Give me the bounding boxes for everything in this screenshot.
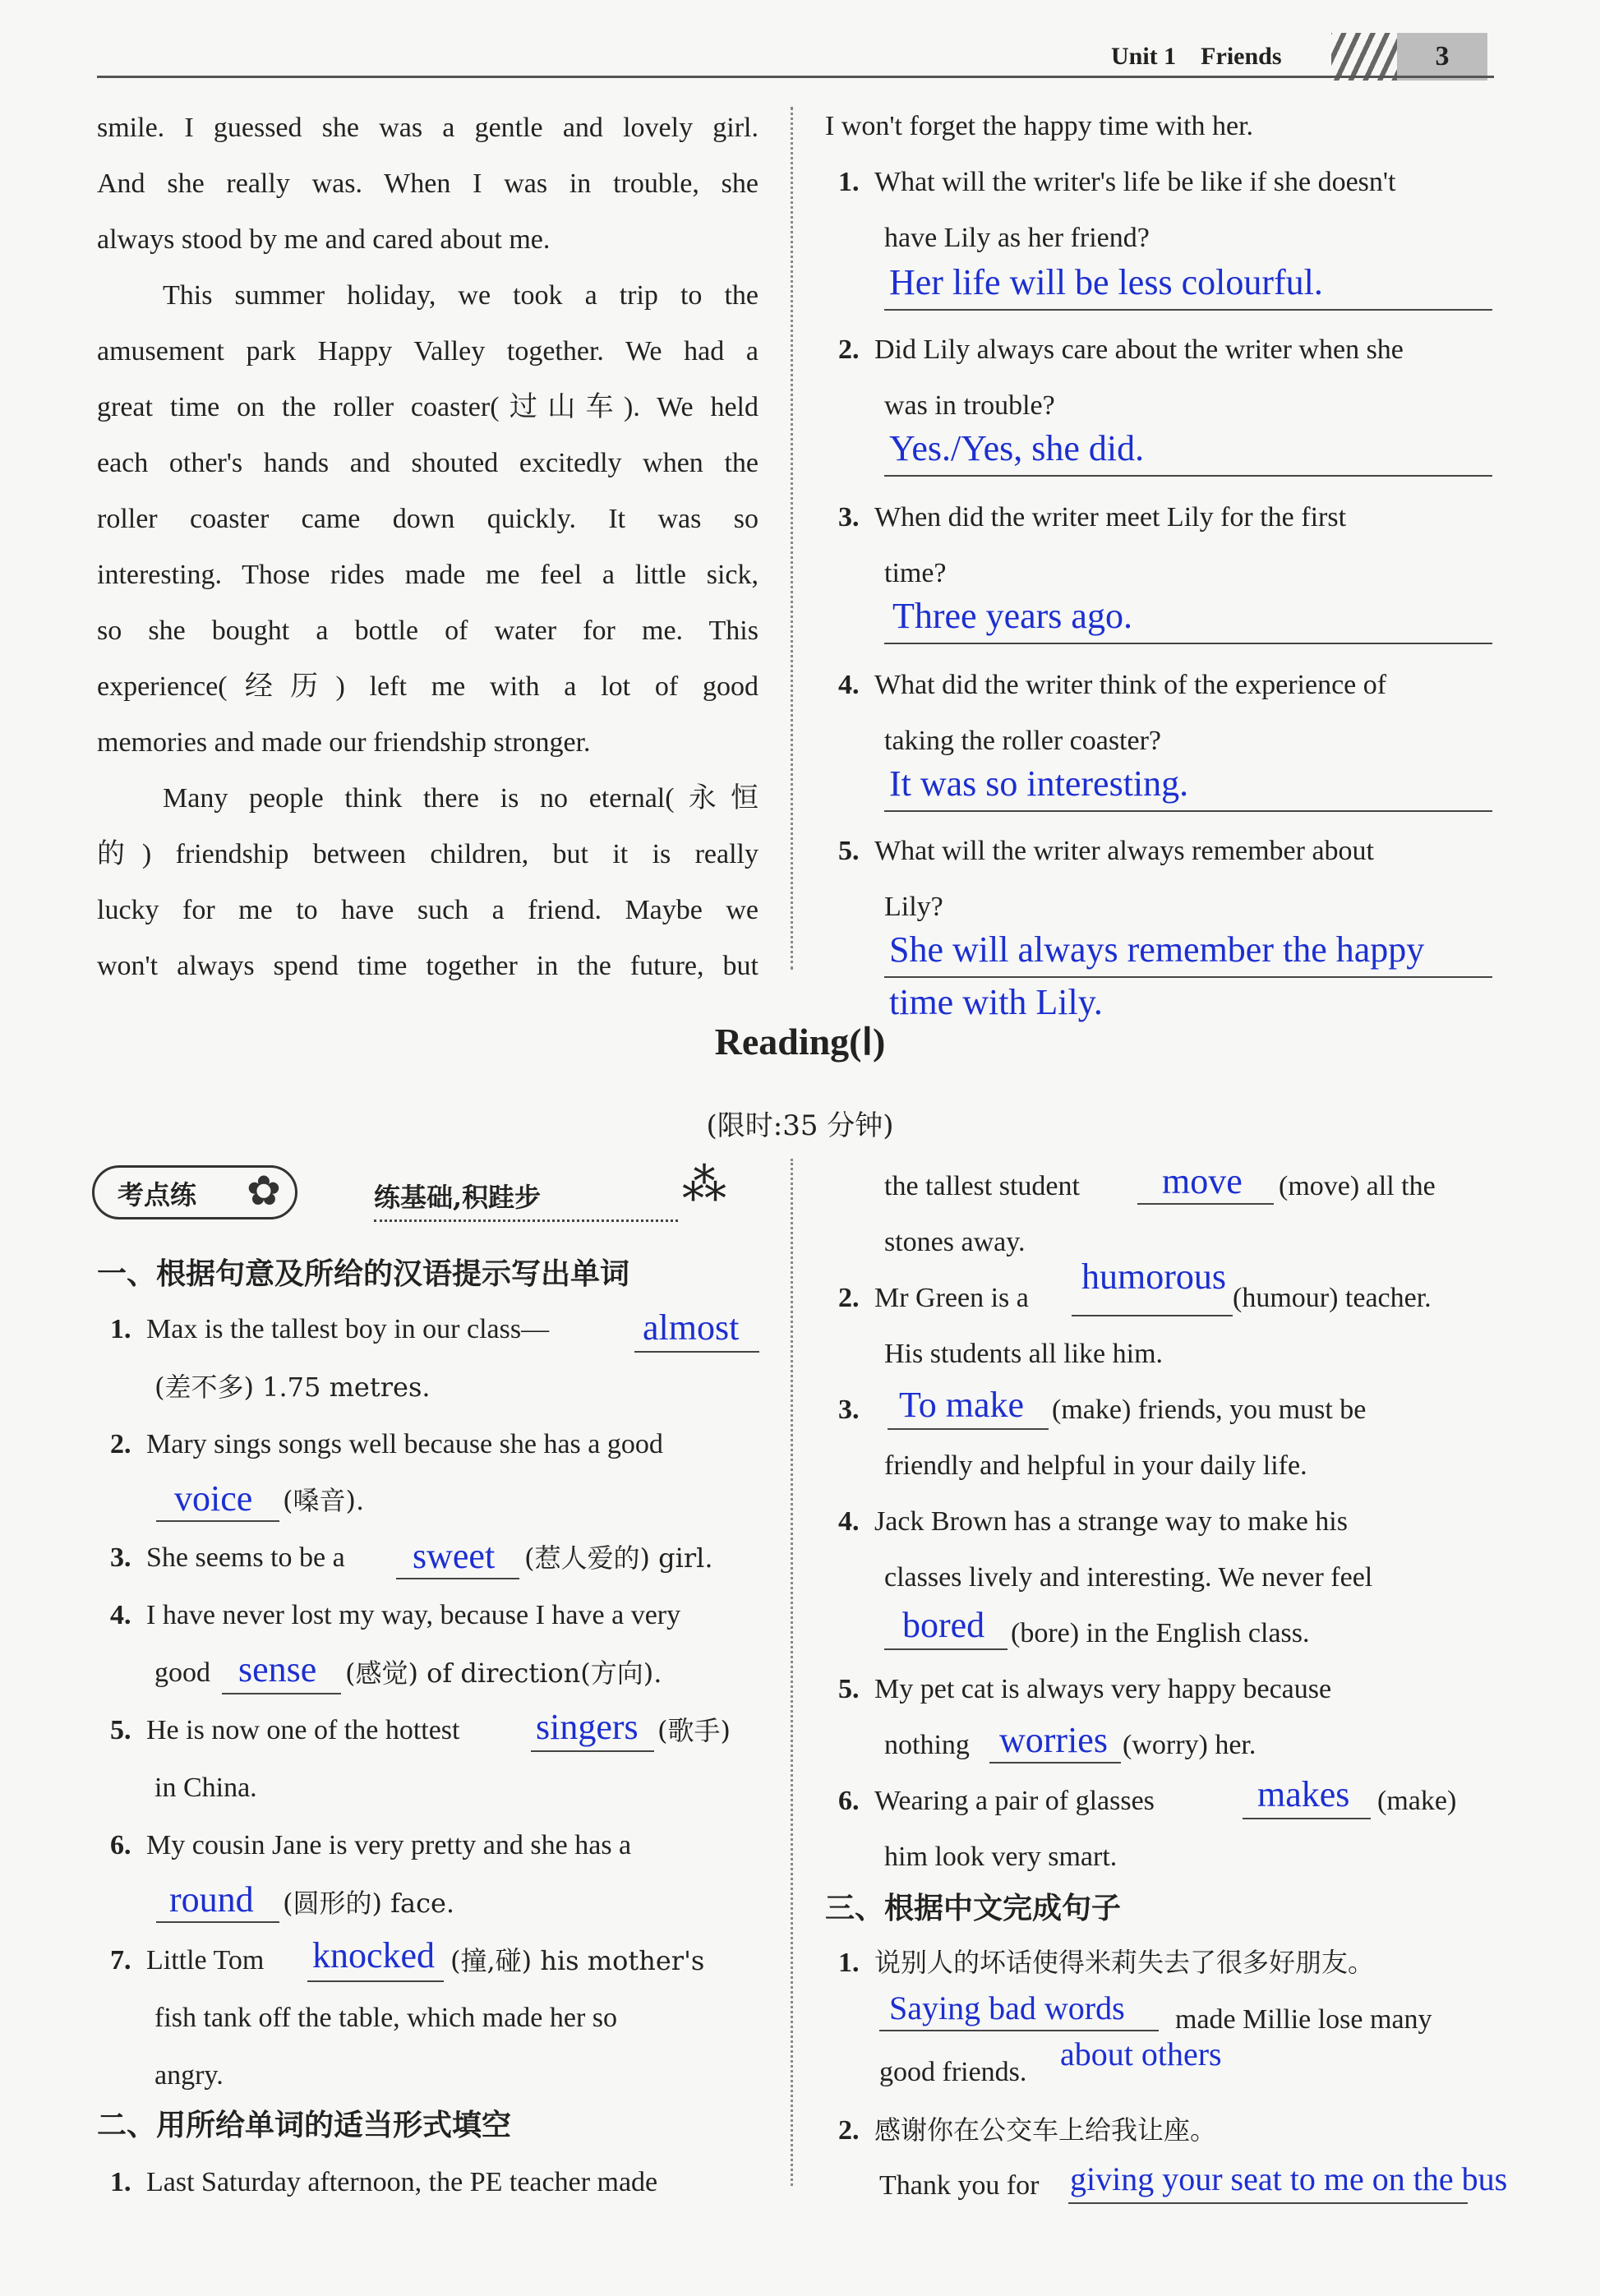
item-number: 2.	[110, 1429, 131, 1459]
passage-line: won't always spend time together in the future, but	[97, 951, 759, 981]
answer-text: humorous	[1081, 1256, 1226, 1297]
header-rule	[97, 76, 1494, 78]
answer-line	[1137, 1203, 1274, 1205]
item-text: good friends.	[879, 2057, 1027, 2087]
item-number: 4.	[838, 1506, 860, 1537]
item-text: stones away.	[884, 1227, 1026, 1257]
question-text: have Lily as her friend?	[884, 223, 1150, 253]
answer-text: about others	[1060, 2036, 1222, 2072]
answer-text: To make	[899, 1385, 1025, 1425]
item-number: 5.	[110, 1715, 131, 1745]
item-text: Thank you for	[879, 2170, 1040, 2201]
item-number: 6.	[838, 1786, 860, 1816]
passage-line: memories and made our friendship stronger.	[97, 727, 591, 758]
passage-line: smile. I guessed she was a gentle and lovely girl.	[97, 113, 759, 143]
item-text: the tallest student	[884, 1171, 1080, 1201]
item-text: (歌手)	[657, 1715, 731, 1746]
tag-kaodianlian: 考点练	[92, 1165, 297, 1219]
item-number: 6.	[110, 1830, 131, 1860]
question-number: 5.	[838, 836, 860, 866]
item-number: 1.	[110, 1314, 131, 1344]
item-number: 4.	[110, 1600, 131, 1630]
item-text: (make) friends, you must be	[1052, 1395, 1367, 1425]
answer-line	[531, 1750, 654, 1752]
question-number: 3.	[838, 502, 860, 533]
passage-line: experience(经历) left me with a lot of good	[97, 671, 759, 702]
answer-line	[884, 1648, 1007, 1650]
passage-line: lucky for me to have such a friend. Maybe we	[97, 895, 759, 925]
answer-text: time with Lily.	[889, 982, 1103, 1022]
passage-line: great time on the roller coaster(过山车). We held	[97, 392, 759, 422]
part3-heading: 三、根据中文完成句子	[825, 1892, 1122, 1925]
item-text: made Millie lose many	[1175, 2004, 1432, 2035]
item-text: Little Tom	[146, 1945, 265, 1976]
answer-line	[884, 643, 1492, 644]
answer-line	[156, 1921, 279, 1923]
passage-line: This summer holiday, we took a trip to the	[163, 280, 759, 311]
question-text: Lily?	[884, 892, 943, 922]
item-number: 3.	[110, 1542, 131, 1573]
item-text: She seems to be a	[146, 1542, 345, 1573]
tag-subtitle: 练基础,积跬步	[374, 1177, 678, 1222]
answer-text: Saying bad words	[889, 1989, 1125, 2026]
answer-line	[884, 976, 1492, 978]
item-text: Jack Brown has a strange way to make his	[874, 1506, 1348, 1537]
passage-line: so she bought a bottle of water for me. This	[97, 615, 759, 646]
item-text: Mr Green is a	[874, 1283, 1029, 1313]
item-text: (圆形的) face.	[283, 1888, 455, 1919]
answer-text: voice	[174, 1478, 253, 1519]
header-stripes	[1331, 33, 1397, 81]
item-text: good	[154, 1657, 210, 1688]
question-text: taking the roller coaster?	[884, 726, 1162, 756]
flower-icon: ✿	[247, 1167, 281, 1215]
item-text: Wearing a pair of glasses	[874, 1786, 1155, 1816]
item-number: 1.	[838, 1948, 860, 1978]
item-text: My pet cat is always very happy because	[874, 1674, 1332, 1704]
passage-line: 的) friendship between children, but it is really	[97, 839, 759, 869]
item-text: (惹人爱的) girl.	[524, 1542, 713, 1574]
answer-line	[879, 2030, 1159, 2031]
answer-line	[888, 1428, 1049, 1430]
item-text: fish tank off the table, which made her so	[154, 2003, 618, 2033]
item-text: He is now one of the hottest	[146, 1715, 460, 1745]
answer-text: worries	[999, 1720, 1108, 1760]
question-text: When did the writer meet Lily for the first	[874, 502, 1347, 533]
column-divider-top	[791, 107, 793, 970]
item-text-zh: 感谢你在公交车上给我让座。	[874, 2114, 1217, 2146]
question-text: What will the writer always remember about	[874, 836, 1374, 866]
item-text: angry.	[154, 2060, 224, 2091]
item-text: (撞,碰) his mother's	[450, 1945, 705, 1976]
answer-line	[1072, 1315, 1233, 1316]
item-text: friendly and helpful in your daily life.	[884, 1450, 1307, 1481]
question-number: 4.	[838, 670, 860, 700]
item-text: I have never lost my way, because I have a very	[146, 1600, 681, 1630]
passage-line: I won't forget the happy time with her.	[825, 111, 1254, 141]
answer-line	[222, 1693, 341, 1694]
question-text: What did the writer think of the experience of	[874, 670, 1387, 700]
item-text: (嗓音).	[283, 1485, 365, 1516]
item-text: Max is the tallest boy in our class—	[146, 1314, 550, 1344]
answer-line	[1243, 1818, 1371, 1819]
item-text: (worry) her.	[1123, 1730, 1256, 1760]
item-text: him look very smart.	[884, 1842, 1118, 1872]
passage-line: amusement park Happy Valley together. We had a	[97, 336, 759, 367]
item-text: nothing	[884, 1730, 970, 1760]
passage-line: Many people think there is no eternal(永恒	[163, 783, 759, 814]
item-text: Mary sings songs well because she has a good	[146, 1429, 663, 1459]
item-text: Last Saturday afternoon, the PE teacher made	[146, 2167, 658, 2197]
item-number: 2.	[838, 1283, 860, 1313]
answer-text: singers	[536, 1707, 639, 1747]
answer-text: It was so interesting.	[889, 763, 1189, 804]
page-number: 3	[1397, 33, 1487, 81]
answer-text: Yes./Yes, she did.	[889, 428, 1145, 468]
answer-line	[884, 475, 1492, 477]
item-text: in China.	[154, 1773, 257, 1803]
part2-heading: 二、用所给单词的适当形式填空	[97, 2109, 512, 2142]
part1-heading: 一、根据句意及所给的汉语提示写出单词	[97, 1257, 630, 1291]
passage-line: interesting. Those rides made me feel a little sick,	[97, 560, 759, 590]
item-text: (感觉) of direction(方向).	[345, 1657, 662, 1689]
answer-text: almost	[643, 1307, 740, 1348]
answer-text: Her life will be less colourful.	[889, 262, 1323, 302]
item-number: 7.	[110, 1945, 131, 1976]
item-number: 5.	[838, 1674, 860, 1704]
item-number: 3.	[838, 1395, 860, 1425]
answer-text: knocked	[312, 1935, 436, 1976]
item-text: His students all like him.	[884, 1339, 1164, 1369]
answer-line	[989, 1762, 1121, 1763]
column-divider-bottom	[791, 1159, 793, 2186]
section-title: Reading(Ⅰ)	[714, 1021, 886, 1063]
item-text: (差不多) 1.75 metres.	[154, 1372, 431, 1403]
question-number: 1.	[838, 167, 860, 197]
question-number: 2.	[838, 334, 860, 365]
answer-line	[396, 1578, 519, 1579]
passage-line: always stood by me and cared about me.	[97, 224, 551, 255]
header-unit: Unit 1 Friends	[1111, 43, 1282, 70]
item-text: (humour) teacher.	[1233, 1283, 1432, 1313]
item-text: (bore) in the English class.	[1011, 1618, 1310, 1648]
answer-text: round	[169, 1879, 254, 1920]
item-text: (move) all the	[1279, 1171, 1436, 1201]
passage-line: each other's hands and shouted excitedly when the	[97, 448, 759, 478]
answer-text: move	[1162, 1161, 1243, 1201]
item-number: 1.	[110, 2167, 131, 2197]
passage-line: roller coaster came down quickly. It was so	[97, 504, 759, 534]
answer-text: sweet	[413, 1536, 496, 1576]
answer-text: She will always remember the happy	[889, 929, 1425, 970]
answer-text: Three years ago.	[892, 596, 1132, 636]
time-limit: (限时:35 分钟)	[706, 1109, 894, 1142]
item-text: classes lively and interesting. We never feel	[884, 1562, 1373, 1593]
footprints-icon: ⁂	[682, 1159, 726, 1210]
item-text: (make)	[1377, 1786, 1457, 1816]
answer-text: bored	[902, 1605, 985, 1645]
question-text: time?	[884, 558, 947, 588]
passage-line: And she really was. When I was in trouble, she	[97, 168, 759, 199]
item-text-zh: 说别人的坏话使得米莉失去了很多好朋友。	[874, 1947, 1375, 1978]
answer-text: giving your seat to me on the bus	[1070, 2160, 1508, 2197]
question-text: What will the writer's life be like if she doesn't	[874, 167, 1396, 197]
answer-line	[884, 810, 1492, 812]
answer-text: sense	[238, 1649, 317, 1690]
answer-line	[1068, 2202, 1468, 2204]
answer-line	[634, 1351, 759, 1353]
answer-text: makes	[1257, 1774, 1350, 1814]
answer-line	[884, 309, 1492, 311]
question-text: was in trouble?	[884, 390, 1055, 421]
question-text: Did Lily always care about the writer when she	[874, 334, 1404, 365]
answer-line	[156, 1520, 279, 1522]
item-text: My cousin Jane is very pretty and she has a	[146, 1830, 632, 1860]
answer-line	[307, 1980, 444, 1982]
item-number: 2.	[838, 2115, 860, 2146]
